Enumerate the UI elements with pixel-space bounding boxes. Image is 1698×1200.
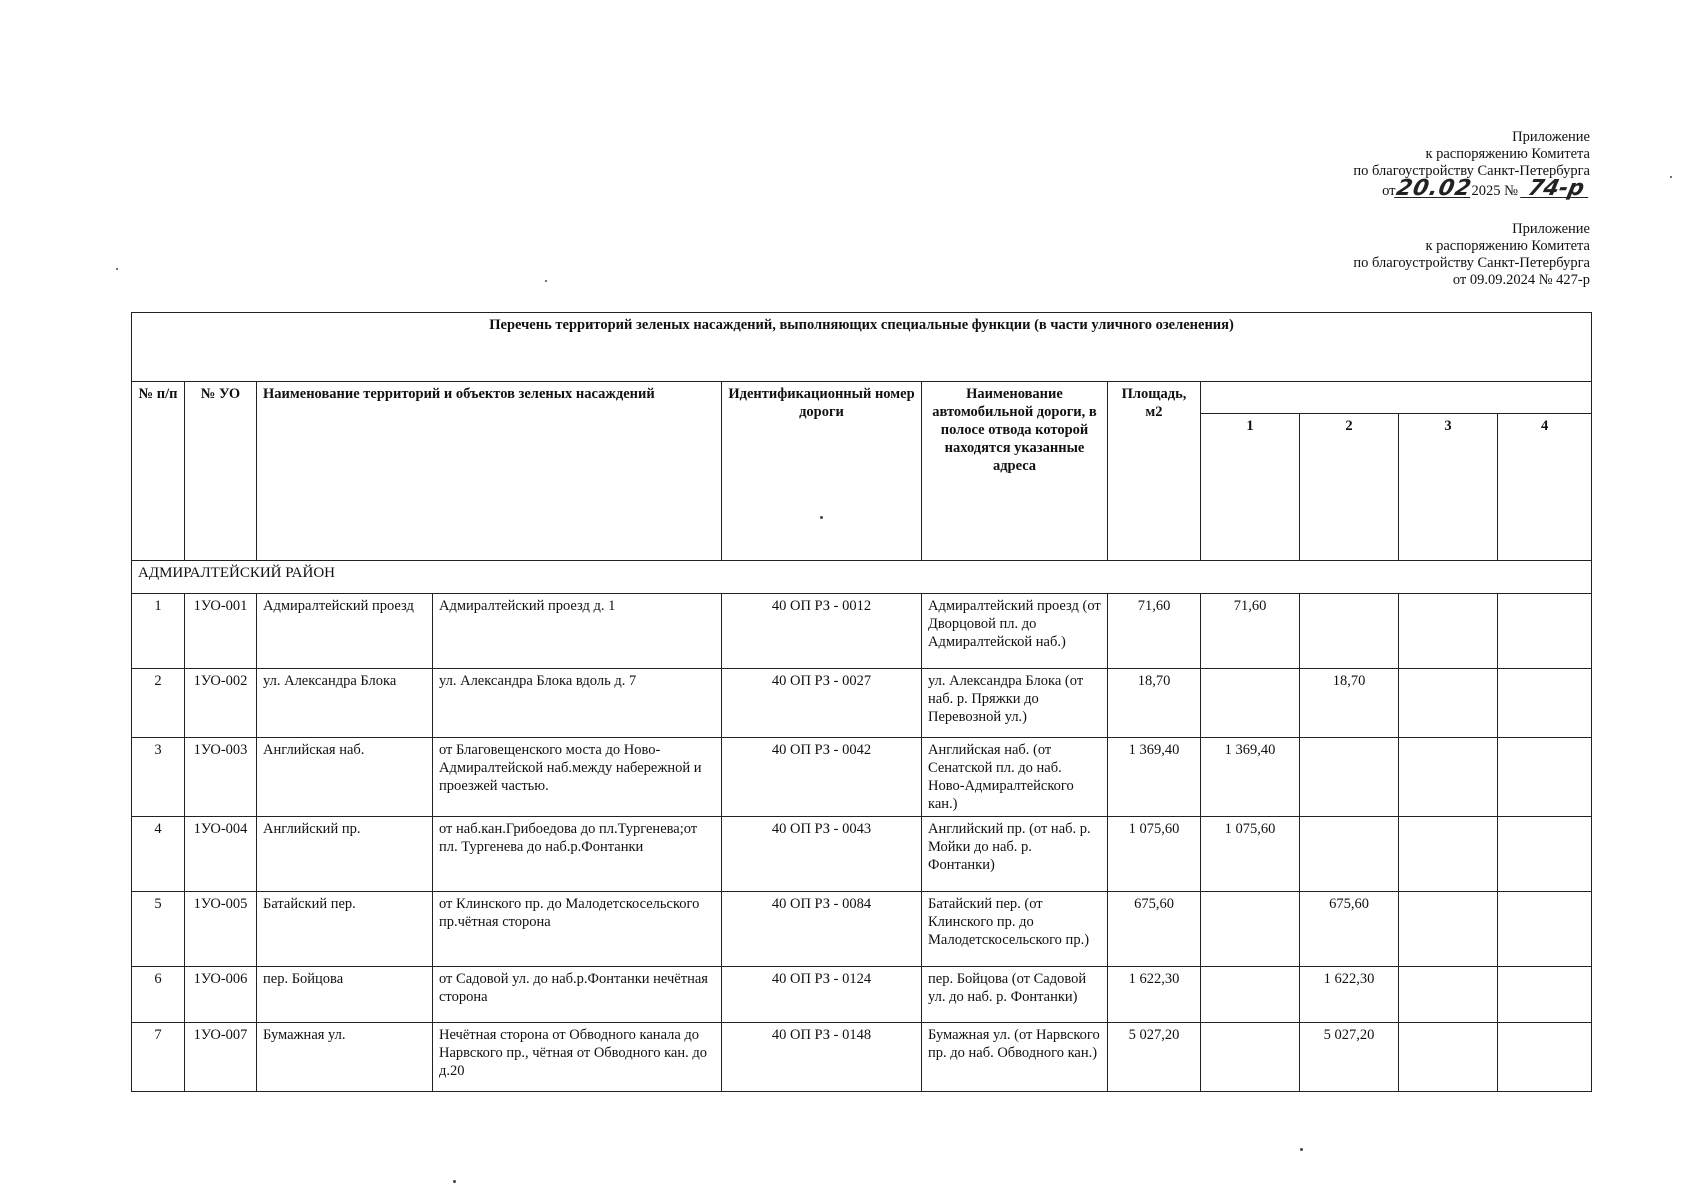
row-cat-1: 1 369,40 [1201,738,1300,817]
order-date-line [1353,176,1590,201]
row-road-id: 40 ОП РЗ - 0027 [722,669,922,738]
row-address: от Благовещенского моста до Ново-Адмиралтейской наб.между набережной и проезжей частью. [433,738,722,817]
row-object: Английский пр. [257,817,433,892]
row-road-name: Английская наб. (от Сенатской пл. до наб. Ново-Адмиралтейского кан.) [922,738,1108,817]
table-row [132,817,1592,892]
row-uo: 1УО-004 [185,817,257,892]
row-cat-2: 675,60 [1300,892,1399,967]
row-cat-1: 71,60 [1201,594,1300,669]
row-road-id: 40 ОП РЗ - 0124 [722,967,922,1023]
year-number-label: 2025 № [1471,183,1518,199]
district-heading: АДМИРАЛТЕЙСКИЙ РАЙОН [132,561,1592,594]
row-cat-3 [1399,738,1498,817]
scan-speck [453,1180,456,1183]
row-cat-2: 1 622,30 [1300,967,1399,1023]
row-object: Батайский пер. [257,892,433,967]
scan-speck [545,280,547,282]
row-num: 4 [132,817,185,892]
row-num: 3 [132,738,185,817]
appendix-header-current [1353,129,1590,200]
row-cat-4 [1498,594,1592,669]
row-cat-4 [1498,1023,1592,1092]
row-uo: 1УО-001 [185,594,257,669]
handwritten-date: 20.02 [1393,176,1474,201]
row-cat-1 [1201,892,1300,967]
row-cat-1 [1201,967,1300,1023]
row-cat-4 [1498,669,1592,738]
scan-speck [1670,176,1672,178]
row-cat-1 [1201,669,1300,738]
row-area: 18,70 [1108,669,1201,738]
row-cat-1 [1201,1023,1300,1092]
row-num: 1 [132,594,185,669]
scan-speck [116,268,118,270]
row-cat-3 [1399,1023,1498,1092]
table-row [132,738,1592,817]
row-area: 675,60 [1108,892,1201,967]
row-uo: 1УО-006 [185,967,257,1023]
row-num: 6 [132,967,185,1023]
row-road-id: 40 ОП РЗ - 0012 [722,594,922,669]
row-cat-4 [1498,738,1592,817]
row-road-id: 40 ОП РЗ - 0043 [722,817,922,892]
row-area: 1 369,40 [1108,738,1201,817]
row-road-name: Английский пр. (от наб. р. Мойки до наб. р. Фонтанки) [922,817,1108,892]
table-row [132,594,1592,669]
green-areas-table [131,312,1592,1092]
col-header-uo: № УО [185,382,257,561]
row-object: Английская наб. [257,738,433,817]
row-cat-3 [1399,594,1498,669]
order-reference: к распоряжению Комитета [1425,146,1590,162]
row-uo: 1УО-002 [185,669,257,738]
row-object: Адмиралтейский проезд [257,594,433,669]
col-header-cat-3: 3 [1399,414,1498,561]
row-num: 2 [132,669,185,738]
row-road-name: ул. Александра Блока (от наб. р. Пряжки до Перевозной ул.) [922,669,1108,738]
row-area: 5 027,20 [1108,1023,1201,1092]
row-road-id: 40 ОП РЗ - 0148 [722,1023,922,1092]
row-num: 7 [132,1023,185,1092]
row-cat-2 [1300,817,1399,892]
row-object: пер. Бойцова [257,967,433,1023]
col-header-cat-2: 2 [1300,414,1399,561]
row-address: Адмиралтейский проезд д. 1 [433,594,722,669]
order-date-number: от 09.09.2024 № 427-р [1452,272,1590,288]
row-address: от наб.кан.Грибоедова до пл.Тургенева;от пл. Тургенева до наб.р.Фонтанки [433,817,722,892]
col-header-road-id: Идентификационный номер дороги [722,382,922,561]
row-cat-4 [1498,892,1592,967]
appendix-header-previous [1353,221,1590,289]
table-row [132,892,1592,967]
row-road-name: пер. Бойцова (от Садовой ул. до наб. р. Фонтанки) [922,967,1108,1023]
row-address: от Садовой ул. до наб.р.Фонтанки нечётная сторона [433,967,722,1023]
col-header-area: Площадь, м2 [1108,382,1201,561]
row-cat-4 [1498,817,1592,892]
col-header-name: Наименование территорий и объектов зеленых насаждений [257,382,722,561]
row-road-name: Бумажная ул. (от Нарвского пр. до наб. Обводного кан.) [922,1023,1108,1092]
col-header-category-group [1201,382,1592,414]
row-address: Нечётная сторона от Обводного канала до Нарвского пр., чётная от Обводного кан. до д.20 [433,1023,722,1092]
row-address: ул. Александра Блока вдоль д. 7 [433,669,722,738]
col-header-num: № п/п [132,382,185,561]
row-area: 71,60 [1108,594,1201,669]
row-area: 1 075,60 [1108,817,1201,892]
order-reference: к распоряжению Комитета [1425,238,1590,254]
row-road-name: Адмиралтейский проезд (от Дворцовой пл. до Адмиралтейской наб.) [922,594,1108,669]
scan-speck [1300,1148,1303,1151]
row-num: 5 [132,892,185,967]
col-header-road-name: Наименование автомобильной дороги, в полосе отвода которой находятся указанные адреса [922,382,1108,561]
row-uo: 1УО-003 [185,738,257,817]
col-header-cat-4: 4 [1498,414,1592,561]
row-cat-3 [1399,817,1498,892]
row-road-name: Батайский пер. (от Клинского пр. до Малодетскосельского пр.) [922,892,1108,967]
row-cat-2: 18,70 [1300,669,1399,738]
table-row [132,1023,1592,1092]
row-uo: 1УО-005 [185,892,257,967]
row-cat-3 [1399,967,1498,1023]
row-area: 1 622,30 [1108,967,1201,1023]
scan-speck [820,516,823,519]
table-row [132,669,1592,738]
appendix-label: Приложение [1512,129,1590,145]
row-cat-1: 1 075,60 [1201,817,1300,892]
row-object: Бумажная ул. [257,1023,433,1092]
row-cat-2 [1300,738,1399,817]
appendix-label: Приложение [1512,221,1590,237]
row-cat-2 [1300,594,1399,669]
row-address: от Клинского пр. до Малодетскосельского пр.чётная сторона [433,892,722,967]
row-uo: 1УО-007 [185,1023,257,1092]
col-header-cat-1: 1 [1201,414,1300,561]
date-prefix: от [1382,183,1396,199]
row-cat-3 [1399,892,1498,967]
row-cat-3 [1399,669,1498,738]
table-title: Перечень территорий зеленых насаждений, выполняющих специальные функции (в части уличного озеленения) [132,313,1592,382]
committee-name: по благоустройству Санкт-Петербурга [1353,255,1590,271]
row-road-id: 40 ОП РЗ - 0084 [722,892,922,967]
table-row [132,967,1592,1023]
committee-name: по благоустройству Санкт-Петербурга [1353,163,1590,179]
row-object: ул. Александра Блока [257,669,433,738]
row-cat-2: 5 027,20 [1300,1023,1399,1092]
row-cat-4 [1498,967,1592,1023]
handwritten-order-number: 74-р [1520,180,1592,198]
row-road-id: 40 ОП РЗ - 0042 [722,738,922,817]
